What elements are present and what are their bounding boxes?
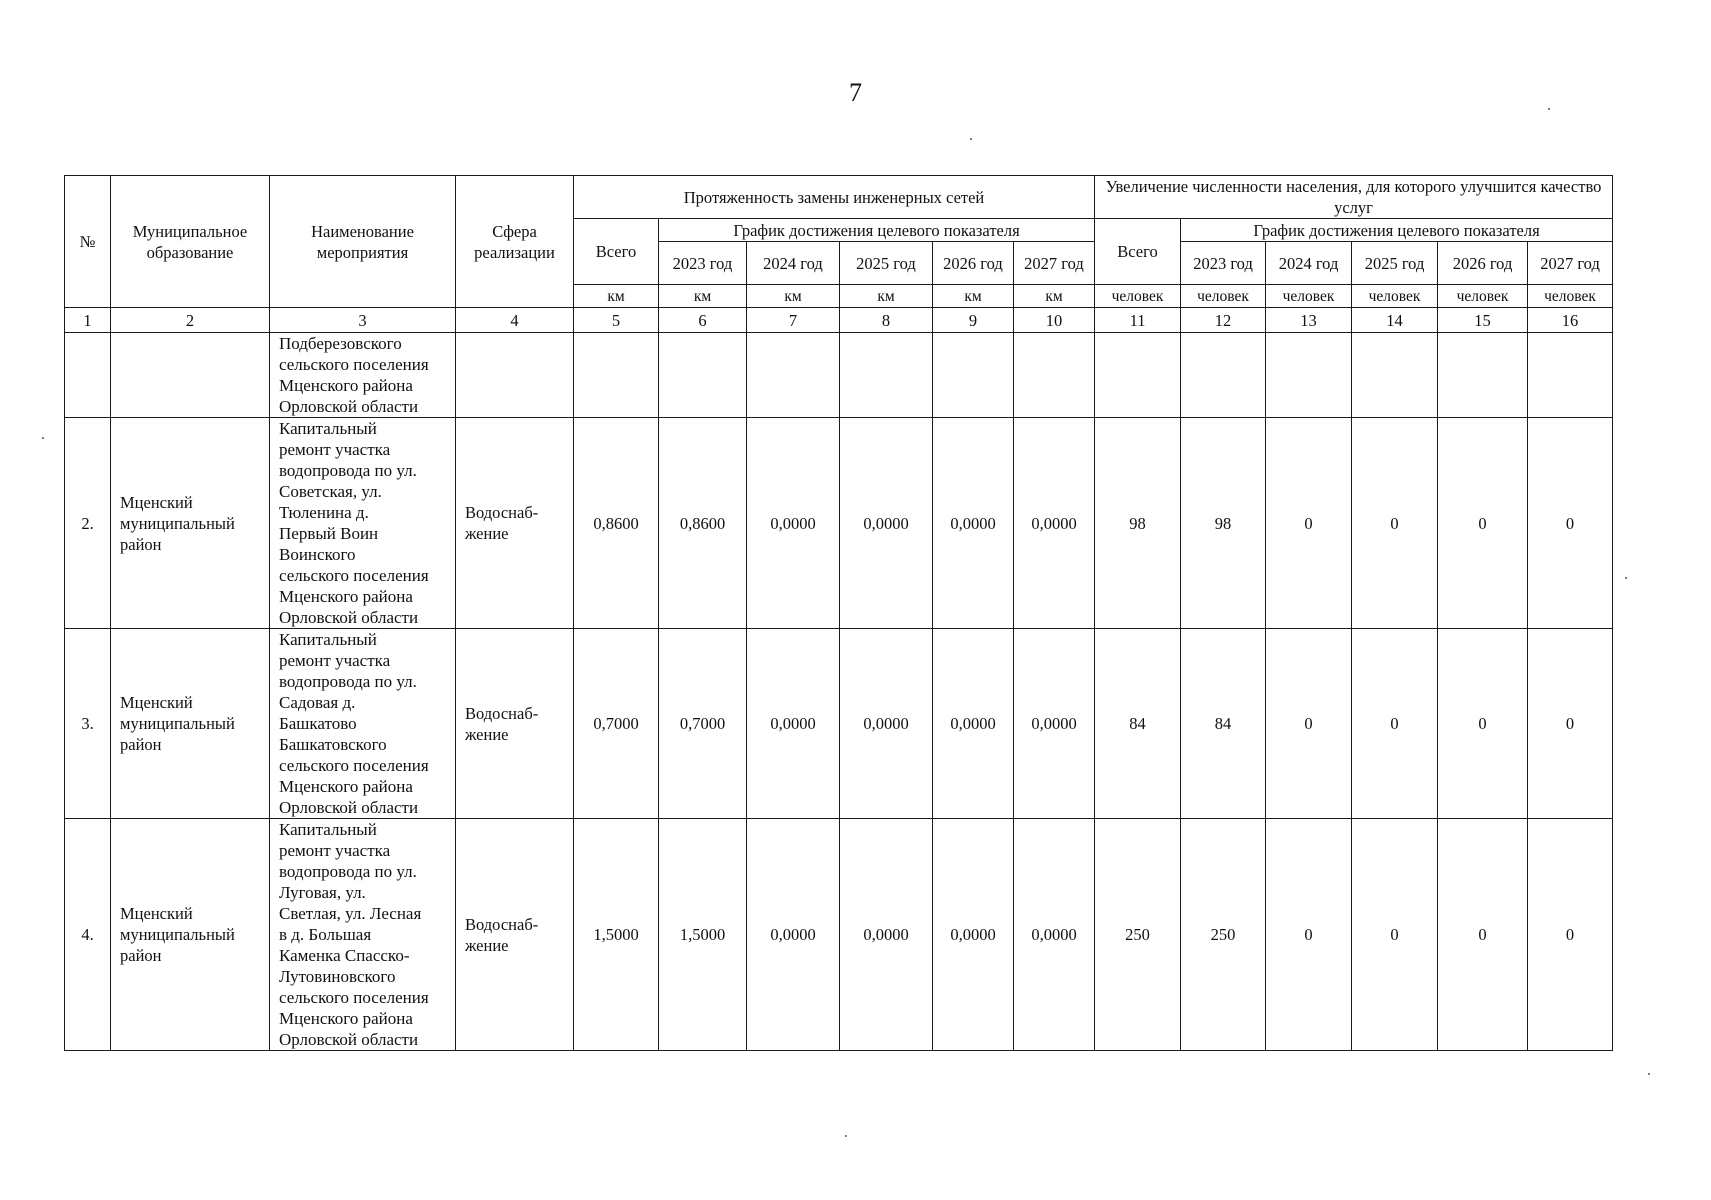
header-year-people: 2025 год xyxy=(1352,242,1438,285)
cell-value xyxy=(1438,333,1528,418)
header-year-km: 2023 год xyxy=(659,242,747,285)
cell-value xyxy=(747,333,840,418)
cell-km-total: 1,5000 xyxy=(574,819,659,1051)
text-line: водопровода по ул. xyxy=(279,461,417,480)
text-line: Тюленина д. xyxy=(279,503,369,522)
text-line: Капитальный xyxy=(279,630,377,649)
cell-km-2023: 1,5000 xyxy=(659,819,747,1051)
cell-people-2025: 0 xyxy=(1352,629,1438,819)
unit-km: км xyxy=(933,285,1014,308)
column-number-row xyxy=(65,308,1613,333)
scan-speck xyxy=(845,1135,847,1137)
cell-event-name xyxy=(270,333,456,418)
text-line: Орловской области xyxy=(279,798,419,817)
cell-km-2025: 0,0000 xyxy=(840,819,933,1051)
cell-value xyxy=(933,333,1014,418)
text-line: Светлая, ул. Лесная xyxy=(279,904,422,923)
text-line: ремонт участка xyxy=(279,440,391,459)
cell-km-2027: 0,0000 xyxy=(1014,819,1095,1051)
text-line: Водоснаб- xyxy=(465,503,539,522)
text-line: Первый Воин xyxy=(279,524,379,543)
text-line: жение xyxy=(465,524,509,543)
text-line: Орловской области xyxy=(279,397,419,416)
unit-people: человек xyxy=(1528,285,1613,308)
text-line: муниципальный xyxy=(120,714,235,733)
cell-event-name xyxy=(270,418,456,629)
header-networks-group: Протяженность замены инженерных сетей xyxy=(574,176,1095,219)
text-line: Садовая д. xyxy=(279,693,356,712)
table-row xyxy=(65,629,1613,819)
cell-km-total: 0,7000 xyxy=(574,629,659,819)
cell-km-2026: 0,0000 xyxy=(933,418,1014,629)
header-year-km: 2025 год xyxy=(840,242,933,285)
cell-people-2026: 0 xyxy=(1438,629,1528,819)
text-line: Мценский xyxy=(120,492,193,512)
cell-people-2024: 0 xyxy=(1266,418,1352,629)
cell-num: 4. xyxy=(65,819,111,1051)
header-year-people: 2026 год xyxy=(1438,242,1528,285)
cell-sphere xyxy=(456,333,574,418)
text-line: Луговая, ул. xyxy=(279,883,366,902)
text-line: Мценский xyxy=(120,693,193,712)
text-line: Подберезовского xyxy=(279,334,402,353)
text-line: район xyxy=(120,534,162,554)
cell-km-2027: 0,0000 xyxy=(1014,629,1095,819)
cell-value xyxy=(1095,333,1181,418)
cell-km-2024: 0,0000 xyxy=(747,418,840,629)
text-line: Орловской области xyxy=(279,1030,419,1049)
cell-people-2024: 0 xyxy=(1266,629,1352,819)
column-number: 14 xyxy=(1352,308,1438,333)
header-schedule-population: График достижения целевого показателя xyxy=(1181,219,1613,242)
unit-km: км xyxy=(747,285,840,308)
data-table xyxy=(64,175,1613,1051)
column-number: 3 xyxy=(270,308,456,333)
header-sphere: Сфера реализации xyxy=(456,176,574,308)
text-line: водопровода по ул. xyxy=(279,862,417,881)
text-line: район xyxy=(120,946,162,965)
text-line: ремонт участка xyxy=(279,651,391,670)
cell-value xyxy=(574,333,659,418)
cell-km-2025: 0,0000 xyxy=(840,629,933,819)
text-line: Каменка Спасско- xyxy=(279,946,410,965)
unit-km: км xyxy=(659,285,747,308)
cell-km-2024: 0,0000 xyxy=(747,629,840,819)
text-line: Лутовиновского xyxy=(279,967,396,986)
column-number: 5 xyxy=(574,308,659,333)
cell-value xyxy=(1528,333,1613,418)
column-number: 2 xyxy=(111,308,270,333)
column-number: 12 xyxy=(1181,308,1266,333)
cell-event-name xyxy=(270,629,456,819)
cell-people-2026: 0 xyxy=(1438,418,1528,629)
text-line: сельского поселения xyxy=(279,988,429,1007)
cell-people-2027: 0 xyxy=(1528,418,1613,629)
text-line: Капитальный xyxy=(279,419,377,438)
column-number: 9 xyxy=(933,308,1014,333)
cell-value xyxy=(840,333,933,418)
cell-people-2023: 84 xyxy=(1181,629,1266,819)
continuation-row xyxy=(65,333,1613,418)
column-number: 16 xyxy=(1528,308,1613,333)
text-line: ремонт участка xyxy=(279,841,391,860)
header-year-people: 2027 год xyxy=(1528,242,1613,285)
cell-value xyxy=(659,333,747,418)
cell-sphere xyxy=(456,629,574,819)
cell-people-2025: 0 xyxy=(1352,819,1438,1051)
column-number: 15 xyxy=(1438,308,1528,333)
text-line: Мценский xyxy=(120,904,193,923)
cell-km-2025: 0,0000 xyxy=(840,418,933,629)
cell-value xyxy=(1352,333,1438,418)
cell-km-2026: 0,0000 xyxy=(933,629,1014,819)
text-line: Мценского района xyxy=(279,777,413,796)
text-line: муниципальный xyxy=(120,513,235,533)
scan-speck xyxy=(970,138,972,140)
text-line: в д. Большая xyxy=(279,925,372,944)
cell-people-total: 250 xyxy=(1095,819,1181,1051)
header-schedule-networks: График достижения целевого показателя xyxy=(659,219,1095,242)
table-row xyxy=(65,418,1613,629)
header-population-group: Увеличение численности населения, для которого улучшится качество услуг xyxy=(1095,176,1613,219)
cell-people-2023: 98 xyxy=(1181,418,1266,629)
header-municipality: Муниципальное образование xyxy=(111,176,270,308)
cell-people-2027: 0 xyxy=(1528,819,1613,1051)
scan-speck xyxy=(1548,108,1550,110)
text-line: Мценского района xyxy=(279,376,413,395)
text-line: жение xyxy=(465,724,509,744)
text-line: жение xyxy=(465,935,509,955)
text-line: Советская, ул. xyxy=(279,482,382,501)
cell-km-2027: 0,0000 xyxy=(1014,418,1095,629)
header-year-km: 2026 год xyxy=(933,242,1014,285)
text-line: сельского поселения xyxy=(279,756,429,775)
header-num: № xyxy=(65,176,111,308)
unit-people: человек xyxy=(1352,285,1438,308)
cell-people-2024: 0 xyxy=(1266,819,1352,1051)
unit-people: человек xyxy=(1438,285,1528,308)
cell-municipality xyxy=(111,629,270,819)
cell-municipality xyxy=(111,333,270,418)
text-line: Башкатовского xyxy=(279,735,387,754)
cell-municipality xyxy=(111,819,270,1051)
cell-municipality xyxy=(111,418,270,629)
text-line: Водоснаб- xyxy=(465,703,539,723)
scan-speck xyxy=(42,437,44,439)
header-total-people: Всего xyxy=(1095,219,1181,285)
text-line: муниципальный xyxy=(120,925,235,944)
cell-people-2023: 250 xyxy=(1181,819,1266,1051)
header-year-km: 2027 год xyxy=(1014,242,1095,285)
column-number: 7 xyxy=(747,308,840,333)
header-year-people: 2024 год xyxy=(1266,242,1352,285)
unit-people: человек xyxy=(1095,285,1181,308)
text-line: сельского поселения xyxy=(279,355,429,374)
column-number: 10 xyxy=(1014,308,1095,333)
column-number: 13 xyxy=(1266,308,1352,333)
cell-value xyxy=(1266,333,1352,418)
header-year-people: 2023 год xyxy=(1181,242,1266,285)
text-line: Мценского района xyxy=(279,587,413,606)
header-row-1 xyxy=(65,176,1613,219)
header-year-km: 2024 год xyxy=(747,242,840,285)
cell-value xyxy=(1014,333,1095,418)
text-line: Водоснаб- xyxy=(465,914,539,934)
unit-people: человек xyxy=(1266,285,1352,308)
cell-num xyxy=(65,333,111,418)
unit-people: человек xyxy=(1181,285,1266,308)
cell-num: 2. xyxy=(65,418,111,629)
cell-people-2025: 0 xyxy=(1352,418,1438,629)
scan-speck xyxy=(1625,577,1627,579)
text-line: Мценского района xyxy=(279,1009,413,1028)
cell-sphere xyxy=(456,819,574,1051)
scan-speck xyxy=(1648,1073,1650,1075)
cell-people-2027: 0 xyxy=(1528,629,1613,819)
cell-people-total: 84 xyxy=(1095,629,1181,819)
table-row xyxy=(65,819,1613,1051)
cell-event-name xyxy=(270,819,456,1051)
cell-num: 3. xyxy=(65,629,111,819)
cell-people-total: 98 xyxy=(1095,418,1181,629)
cell-km-2024: 0,0000 xyxy=(747,819,840,1051)
cell-people-2026: 0 xyxy=(1438,819,1528,1051)
cell-km-2026: 0,0000 xyxy=(933,819,1014,1051)
cell-sphere xyxy=(456,418,574,629)
cell-value xyxy=(1181,333,1266,418)
cell-km-2023: 0,7000 xyxy=(659,629,747,819)
column-number: 1 xyxy=(65,308,111,333)
column-number: 6 xyxy=(659,308,747,333)
text-line: Капитальный xyxy=(279,820,377,839)
cell-km-2023: 0,8600 xyxy=(659,418,747,629)
text-line: сельского поселения xyxy=(279,566,429,585)
column-number: 4 xyxy=(456,308,574,333)
page-number: 7 xyxy=(849,78,862,107)
unit-km: км xyxy=(1014,285,1095,308)
unit-km: км xyxy=(574,285,659,308)
column-number: 8 xyxy=(840,308,933,333)
header-event-name: Наименование мероприятия xyxy=(270,176,456,308)
text-line: водопровода по ул. xyxy=(279,672,417,691)
header-total-km: Всего xyxy=(574,219,659,285)
cell-km-total: 0,8600 xyxy=(574,418,659,629)
text-line: Орловской области xyxy=(279,608,419,627)
text-line: Воинского xyxy=(279,545,356,564)
text-line: Башкатово xyxy=(279,714,357,733)
unit-km: км xyxy=(840,285,933,308)
text-line: район xyxy=(120,735,162,754)
column-number: 11 xyxy=(1095,308,1181,333)
